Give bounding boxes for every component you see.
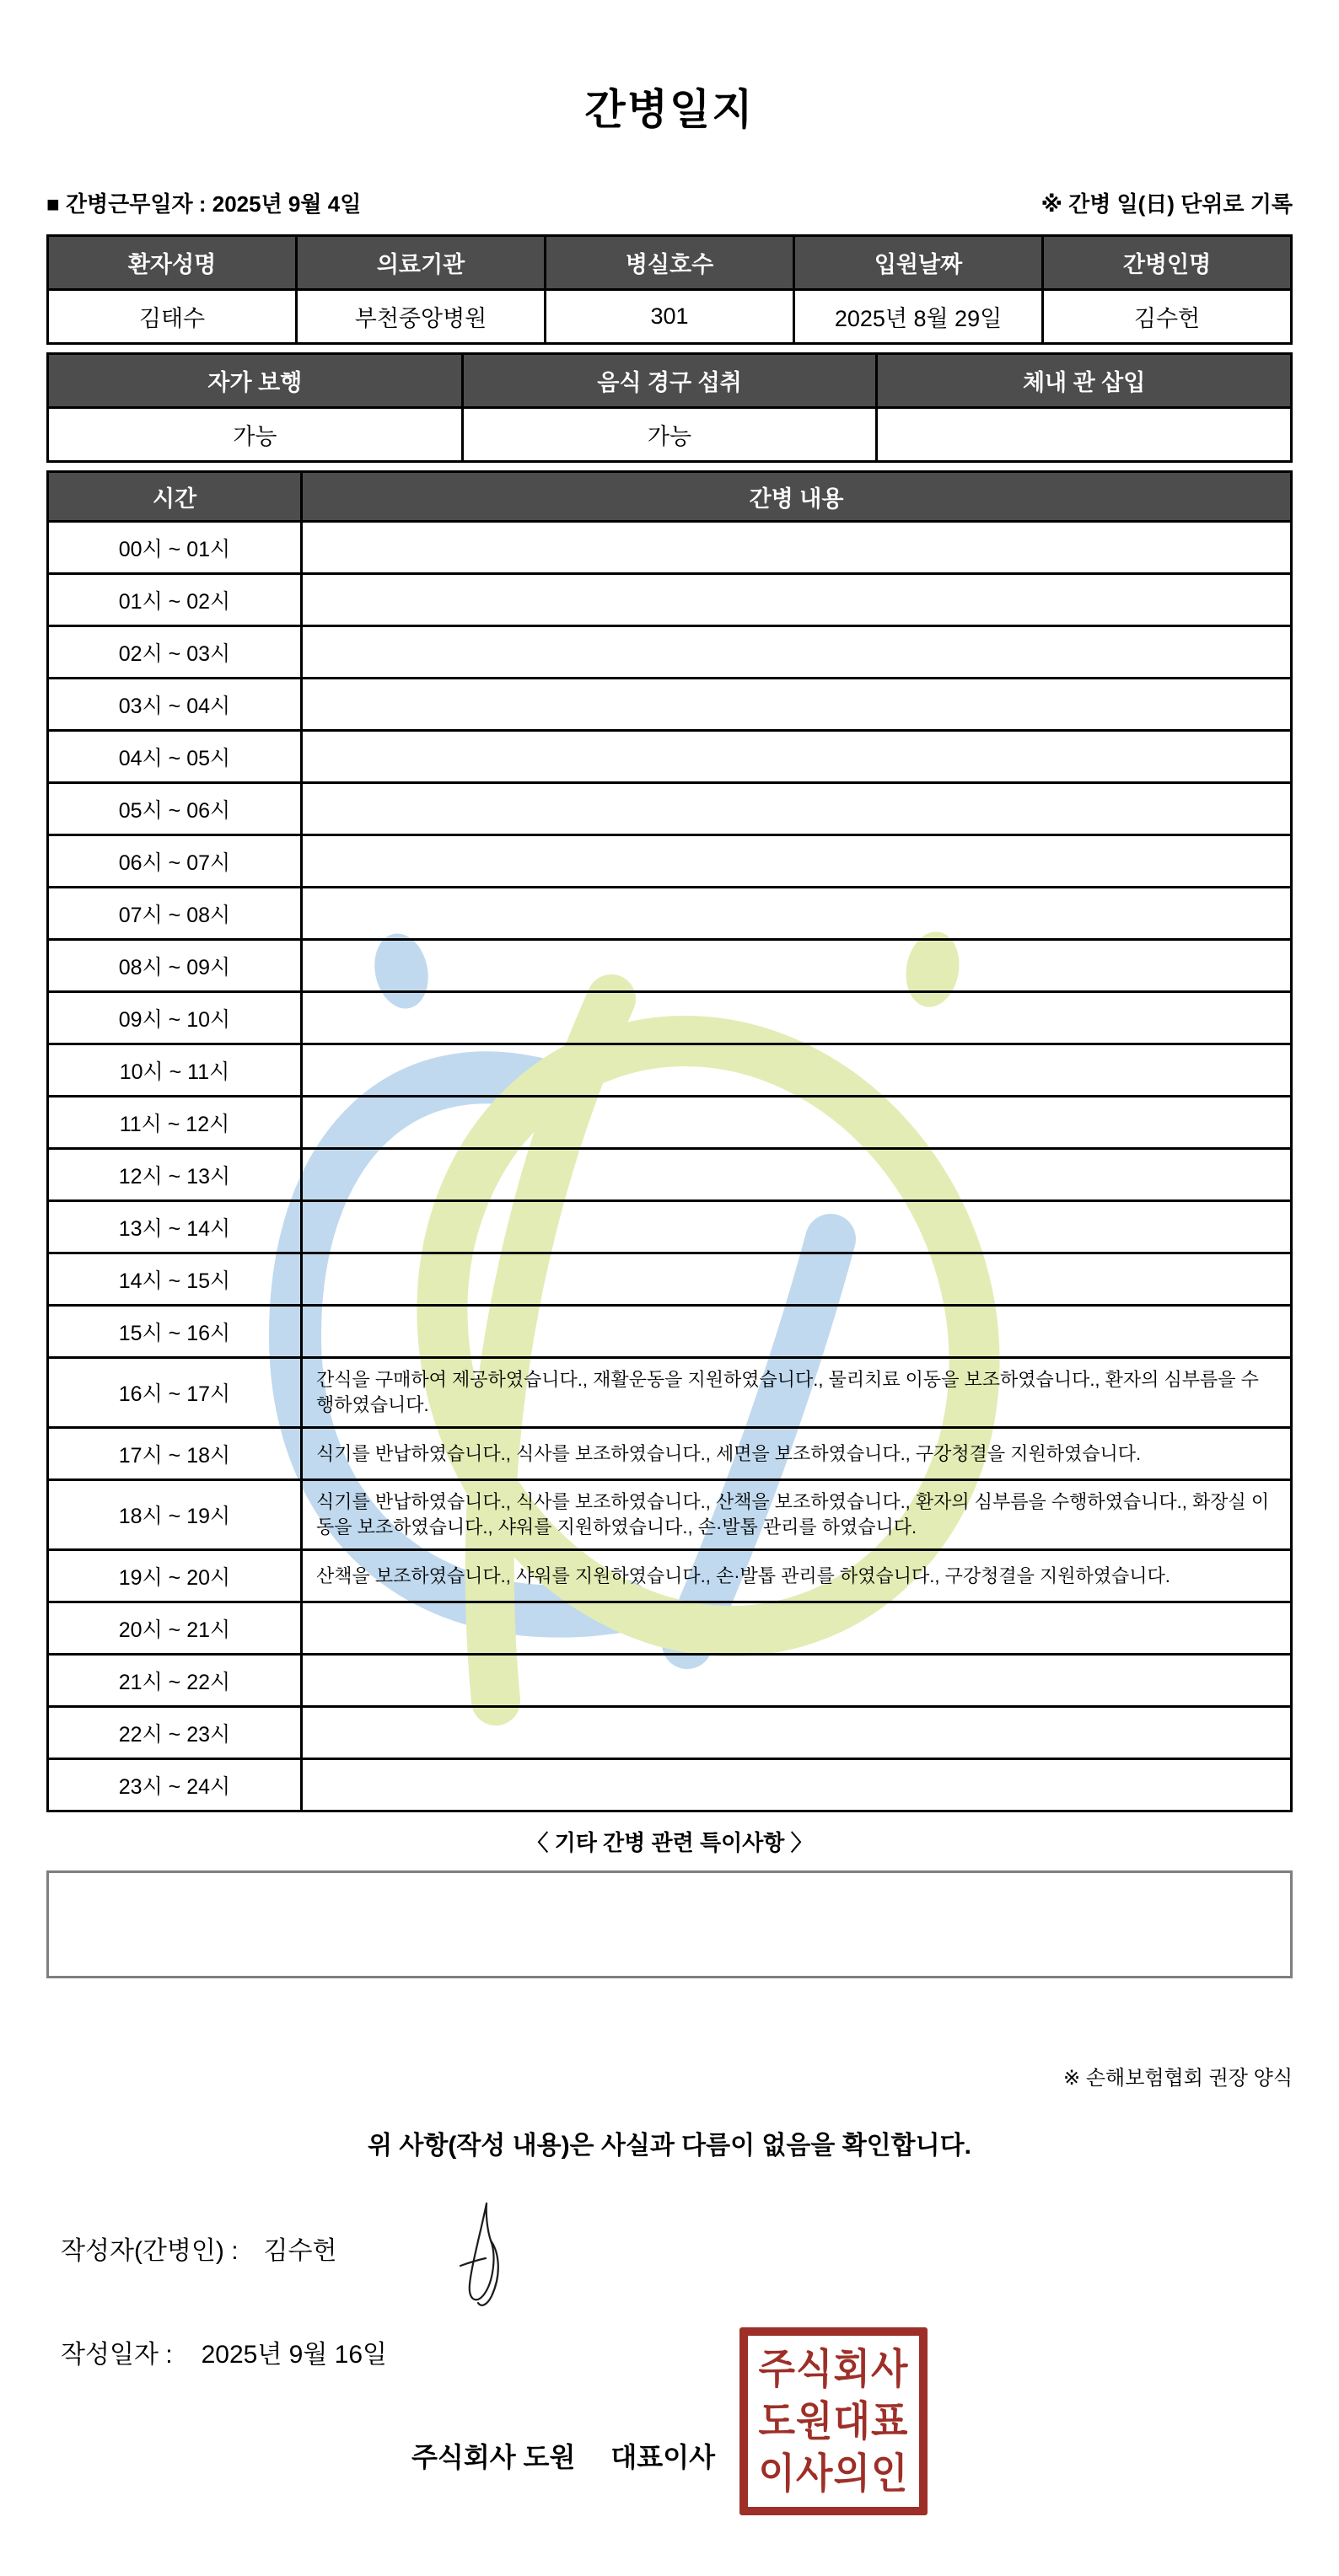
care-content xyxy=(302,1201,1292,1253)
time-slot: 04시 ~ 05시 xyxy=(48,731,302,783)
care-content xyxy=(302,940,1292,992)
care-log-row xyxy=(48,731,1292,783)
time-slot: 06시 ~ 07시 xyxy=(48,835,302,888)
care-content xyxy=(302,992,1292,1044)
care-log-row xyxy=(48,1759,1292,1811)
page-title: 간병일지 xyxy=(584,86,755,133)
care-log-row xyxy=(48,888,1292,940)
time-slot: 18시 ~ 19시 xyxy=(48,1480,302,1550)
status-value-row xyxy=(48,408,1292,462)
room-number: 301 xyxy=(546,290,794,344)
time-slot: 16시 ~ 17시 xyxy=(48,1358,302,1428)
time-slot: 01시 ~ 02시 xyxy=(48,574,302,626)
care-content xyxy=(302,1044,1292,1097)
tube-insertion-value xyxy=(877,408,1292,462)
care-log-row xyxy=(48,1480,1292,1550)
care-log-table xyxy=(46,470,1293,1812)
admission-date: 2025년 8월 29일 xyxy=(794,290,1043,344)
seal-line-1: 주식회사 xyxy=(758,2345,909,2393)
patient-info-header-row xyxy=(48,236,1292,290)
care-content: 식기를 반납하였습니다., 식사를 보조하였습니다., 세면을 보조하였습니다., 구강청결을 지원하였습니다. xyxy=(302,1428,1292,1480)
company-line xyxy=(411,2436,715,2475)
time-slot: 19시 ~ 20시 xyxy=(48,1550,302,1602)
company-title: 대표이사 xyxy=(610,2442,716,2472)
time-slot: 09시 ~ 10시 xyxy=(48,992,302,1044)
care-log-row xyxy=(48,1306,1292,1358)
time-slot: 13시 ~ 14시 xyxy=(48,1201,302,1253)
patient-name: 김태수 xyxy=(48,290,297,344)
care-log-row xyxy=(48,626,1292,679)
care-log-row xyxy=(48,1550,1292,1602)
work-date-value: 2025년 9월 4일 xyxy=(212,191,362,217)
care-content xyxy=(302,1306,1292,1358)
time-slot: 20시 ~ 21시 xyxy=(48,1602,302,1655)
writer-label: 작성자(간병인) : xyxy=(61,2237,239,2265)
care-log-header-row xyxy=(48,472,1292,522)
write-date-label: 작성일자 : xyxy=(61,2341,173,2369)
care-content xyxy=(302,783,1292,835)
notes-section-title: 〈 기타 간병 관련 특이사항 〉 xyxy=(526,1830,813,1855)
care-log-row xyxy=(48,783,1292,835)
care-content xyxy=(302,1097,1292,1149)
care-content: 간식을 구매하여 제공하였습니다., 재활운동을 지원하였습니다., 물리치료 이동을 보조하였습니다., 환자의 심부름을 수행하였습니다. xyxy=(302,1358,1292,1428)
care-content xyxy=(302,679,1292,731)
care-content: 식기를 반납하였습니다., 식사를 보조하였습니다., 산책을 보조하였습니다., 환자의 심부름을 수행하였습니다., 화장실 이동을 보조하였습니다., 샤워를 지원하였습니다., 손·발톱 관리를 하였습니다. xyxy=(302,1480,1292,1550)
care-content xyxy=(302,835,1292,888)
care-content xyxy=(302,574,1292,626)
seal-line-3: 이사의인 xyxy=(758,2450,909,2498)
header-tube-insertion: 체내 관 삽입 xyxy=(877,354,1292,408)
work-date-group xyxy=(46,187,361,218)
time-slot: 12시 ~ 13시 xyxy=(48,1149,302,1201)
time-slot: 07시 ~ 08시 xyxy=(48,888,302,940)
time-slot: 05시 ~ 06시 xyxy=(48,783,302,835)
time-slot: 08시 ~ 09시 xyxy=(48,940,302,992)
care-log-row xyxy=(48,992,1292,1044)
header-admission-date: 입원날짜 xyxy=(794,236,1043,290)
care-content xyxy=(302,888,1292,940)
time-slot: 22시 ~ 23시 xyxy=(48,1707,302,1759)
company-name: 주식회사 도원 xyxy=(411,2442,576,2472)
care-log-row xyxy=(48,1149,1292,1201)
care-content xyxy=(302,522,1292,574)
writer-signature xyxy=(458,2200,514,2315)
header-medical-institution: 의료기관 xyxy=(297,236,546,290)
care-log-row xyxy=(48,1253,1292,1306)
self-walking-value: 가능 xyxy=(48,408,463,462)
corporate-seal xyxy=(739,2327,928,2515)
care-log-row xyxy=(48,835,1292,888)
writer-line xyxy=(61,2230,336,2267)
time-slot: 03시 ~ 04시 xyxy=(48,679,302,731)
medical-institution: 부천중앙병원 xyxy=(297,290,546,344)
patient-info-value-row xyxy=(48,290,1292,344)
care-content xyxy=(302,1602,1292,1655)
writer-name: 김수헌 xyxy=(263,2237,337,2265)
time-slot: 15시 ~ 16시 xyxy=(48,1306,302,1358)
header-room-number: 병실호수 xyxy=(546,236,794,290)
care-log-row xyxy=(48,1097,1292,1149)
header-patient-name: 환자성명 xyxy=(48,236,297,290)
caregiver-name: 김수헌 xyxy=(1043,290,1292,344)
care-log-row xyxy=(48,1602,1292,1655)
care-log-row xyxy=(48,1655,1292,1707)
unit-note: ※ 간병 일(日) 단위로 기록 xyxy=(1041,191,1293,217)
care-log-row xyxy=(48,574,1292,626)
care-log-row xyxy=(48,522,1292,574)
care-content xyxy=(302,731,1292,783)
time-slot: 02시 ~ 03시 xyxy=(48,626,302,679)
work-date-label: ■ 간병근무일자 : xyxy=(46,191,207,217)
recommended-form-note: ※ 손해보험협회 권장 양식 xyxy=(1063,2067,1293,2090)
care-content xyxy=(302,1707,1292,1759)
care-log-row xyxy=(48,1358,1292,1428)
time-slot: 11시 ~ 12시 xyxy=(48,1097,302,1149)
care-log-row xyxy=(48,940,1292,992)
header-caregiver-name: 간병인명 xyxy=(1043,236,1292,290)
time-slot: 17시 ~ 18시 xyxy=(48,1428,302,1480)
care-content xyxy=(302,1253,1292,1306)
care-content xyxy=(302,1149,1292,1201)
patient-status-table xyxy=(46,352,1293,463)
oral-intake-value: 가능 xyxy=(462,408,877,462)
header-care-content: 간병 내용 xyxy=(302,472,1292,522)
time-slot: 10시 ~ 11시 xyxy=(48,1044,302,1097)
header-self-walking: 자가 보행 xyxy=(48,354,463,408)
header-oral-intake: 음식 경구 섭취 xyxy=(462,354,877,408)
care-log-row xyxy=(48,679,1292,731)
confirmation-statement: 위 사항(작성 내용)은 사실과 다름이 없음을 확인합니다. xyxy=(368,2132,971,2160)
header-time: 시간 xyxy=(48,472,302,522)
notes-box xyxy=(46,1870,1293,1978)
time-slot: 00시 ~ 01시 xyxy=(48,522,302,574)
write-date-value: 2025년 9월 16일 xyxy=(201,2341,387,2369)
status-header-row xyxy=(48,354,1292,408)
patient-info-table xyxy=(46,234,1293,345)
care-content: 산책을 보조하였습니다., 샤워를 지원하였습니다., 손·발톱 관리를 하였습니다., 구강청결을 지원하였습니다. xyxy=(302,1550,1292,1602)
care-content xyxy=(302,626,1292,679)
time-slot: 21시 ~ 22시 xyxy=(48,1655,302,1707)
write-date-line xyxy=(61,2333,387,2370)
seal-line-2: 도원대표 xyxy=(758,2397,909,2445)
care-log-row xyxy=(48,1201,1292,1253)
time-slot: 14시 ~ 15시 xyxy=(48,1253,302,1306)
care-content xyxy=(302,1655,1292,1707)
care-log-row xyxy=(48,1044,1292,1097)
care-log-row xyxy=(48,1428,1292,1480)
time-slot: 23시 ~ 24시 xyxy=(48,1759,302,1811)
care-log-row xyxy=(48,1707,1292,1759)
care-content xyxy=(302,1759,1292,1811)
work-date-row xyxy=(46,187,1293,218)
